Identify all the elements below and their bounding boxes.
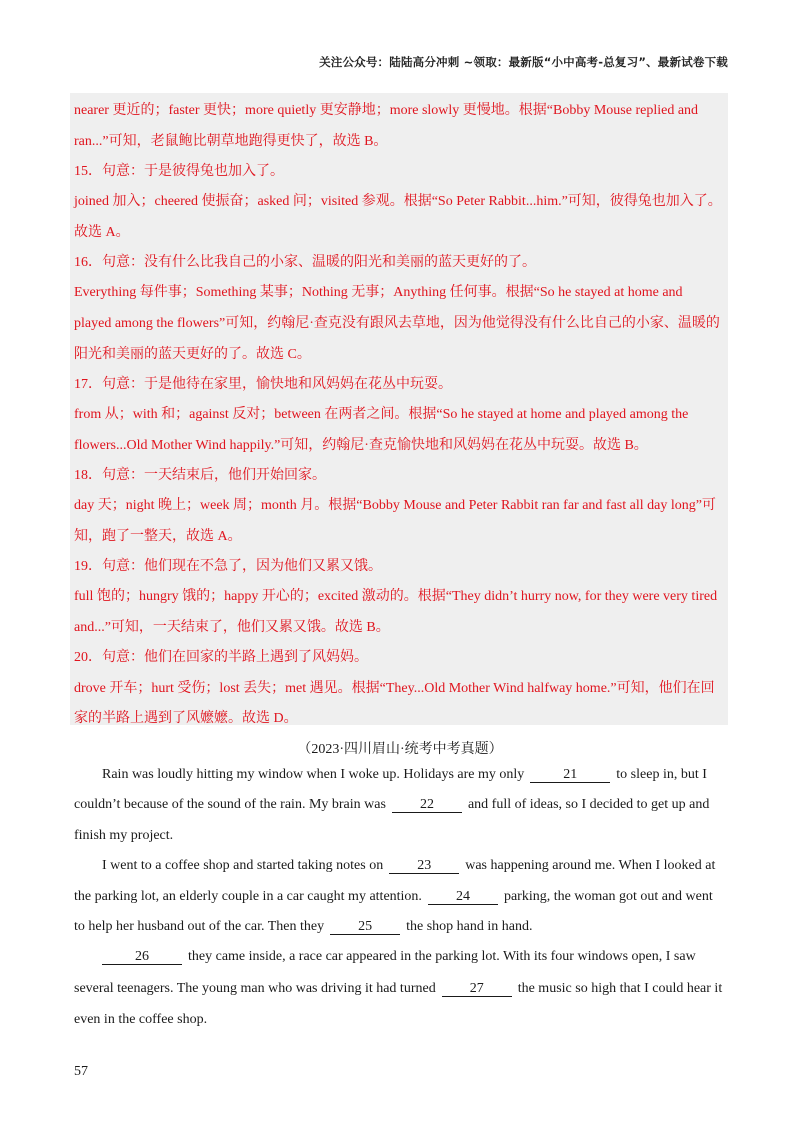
- passage-line: [74, 889, 713, 905]
- passage-line: [102, 858, 715, 874]
- passage-text: was happening around me. When I looked at: [465, 858, 716, 873]
- answer-line: 16．句意：没有什么比我自己的小家、温暖的阳光和美丽的蓝天更好的了。: [74, 255, 536, 270]
- blank-23: 23: [389, 858, 459, 874]
- answer-line: from 从；with 和；against 反对；between 在两者之间。根据“So he stayed at home and played among the: [74, 407, 689, 422]
- passage-text: several teenagers. The young man who was driving it had turned: [74, 981, 436, 996]
- answer-line: full 饱的；hungry 饿的；happy 开心的；excited 激动的。根据“They didn’t hurry now, for they were very tired: [74, 589, 718, 604]
- blank-22: 22: [392, 797, 462, 813]
- answer-line: drove 开车；hurt 受伤；lost 丢失；met 遇见。根据“They...Old Mother Wind halfway home.”可知，他们在回: [74, 681, 715, 696]
- passage-line: [74, 919, 533, 935]
- page-header: 关注公众号：陆陆高分冲刺 ~领取：最新版“小中高考-总复习”、最新试卷下载: [319, 55, 728, 69]
- passage-text: couldn’t because of the sound of the rain. My brain was: [74, 797, 386, 812]
- answer-line: joined 加入；cheered 使振奋；asked 问；visited 参观。根据“So Peter Rabbit...him.”可知，彼得兔也加入了。: [74, 194, 722, 209]
- passage-text: the shop hand in hand.: [406, 919, 533, 934]
- blank-25: 25: [330, 919, 400, 935]
- passage-text: I went to a coffee shop and started taking notes on: [102, 858, 384, 873]
- passage-text: to sleep in, but I: [616, 767, 707, 782]
- passage-text: and full of ideas, so I decided to get up and: [467, 797, 710, 812]
- answer-line: Everything 每件事；Something 某事；Nothing 无事；Anything 任何事。根据“So he stayed at home and: [74, 285, 683, 300]
- blank-24: 24: [428, 889, 498, 905]
- answer-line: 17．句意：于是他待在家里，愉快地和风妈妈在花丛中玩耍。: [74, 377, 452, 392]
- exam-source-title: （2023·四川眉山·统考中考真题）: [297, 742, 503, 757]
- answer-line: 19．句意：他们现在不急了，因为他们又累又饿。: [74, 559, 382, 574]
- answer-line: nearer 更近的；faster 更快；more quietly 更安静地；more slowly 更慢地。根据“Bobby Mouse replied and: [74, 103, 699, 118]
- passage-line: [74, 797, 709, 813]
- answer-line: 20．句意：他们在回家的半路上遇到了风妈妈。: [74, 650, 368, 665]
- answer-line: ran...”可知，老鼠鲍比朝草地跑得更快了，故选 B。: [74, 134, 388, 149]
- passage-line: even in the coffee shop.: [74, 1012, 208, 1027]
- answer-line: played among the flowers”可知，约翰尼·查克没有跟风去草地，因为他觉得没有什么比自己的小家、温暖的: [74, 316, 720, 331]
- blank-21: 21: [530, 767, 610, 783]
- answer-line: 家的半路上遇到了风嬷嬷。故选 D。: [74, 711, 298, 726]
- passage-text: to help her husband out of the car. Then they: [74, 919, 325, 934]
- answer-line: 18．句意：一天结束后，他们开始回家。: [74, 468, 326, 483]
- answer-line: day 天；night 晚上；week 周；month 月。根据“Bobby Mouse and Peter Rabbit ran far and fast all day long”可: [74, 498, 716, 513]
- passage-text: parking, the woman got out and went: [503, 889, 713, 904]
- answer-line: and...”可知，一天结束了，他们又累又饿。故选 B。: [74, 620, 390, 635]
- answer-line: flowers...Old Mother Wind happily.”可知，约翰尼·查克愉快地和风妈妈在花丛中玩耍。故选 B。: [74, 438, 648, 453]
- blank-26: 26: [102, 949, 182, 965]
- passage-line: [96, 949, 696, 965]
- answer-line: 故选 A。: [74, 225, 130, 240]
- blank-27: 27: [442, 981, 512, 997]
- answer-line: 阳光和美丽的蓝天更好的了。故选 C。: [74, 347, 311, 362]
- passage-line: [102, 767, 707, 783]
- passage-line: [74, 981, 722, 997]
- passage-text: they came inside, a race car appeared in the parking lot. With its four windows open, I saw: [188, 949, 696, 964]
- page-number: 57: [74, 1064, 88, 1079]
- passage-text: the music so high that I could hear it: [517, 981, 723, 996]
- answer-line: 知，跑了一整天，故选 A。: [74, 529, 242, 544]
- passage-text: the parking lot, an elderly couple in a car caught my attention.: [74, 889, 422, 904]
- answer-line: 15．句意：于是彼得兔也加入了。: [74, 164, 284, 179]
- passage-text: Rain was loudly hitting my window when I woke up. Holidays are my only: [102, 767, 525, 782]
- passage-line: finish my project.: [74, 828, 174, 843]
